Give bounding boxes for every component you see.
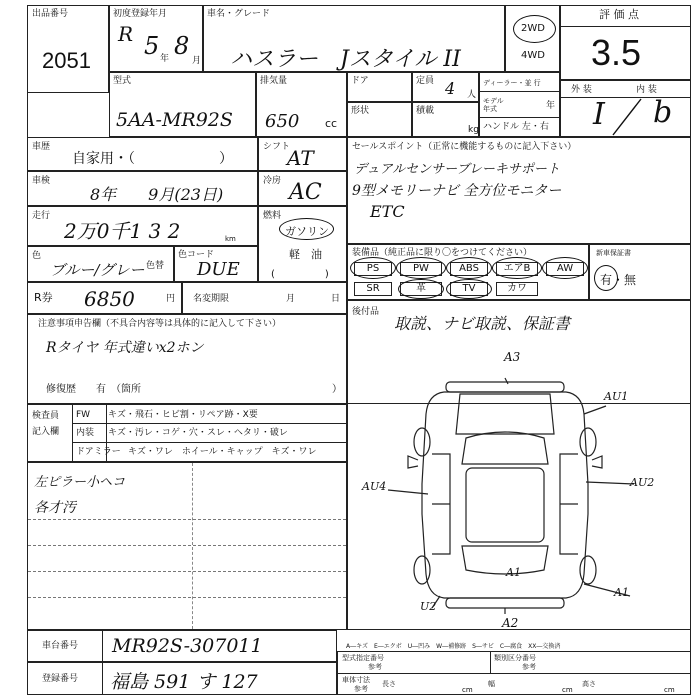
warranty-cell <box>589 244 691 300</box>
equip-aw-circle <box>542 257 588 279</box>
model-grade: ハスラー Jスタイル II <box>230 47 461 72</box>
fuel-gasoline-circle <box>279 218 334 240</box>
color-label: 色 <box>32 251 42 261</box>
recycle-cell <box>27 282 182 314</box>
score-cell <box>560 5 691 80</box>
inspection-cell <box>27 171 258 206</box>
equip-ps: PS <box>354 262 392 276</box>
sales-point-cell <box>347 137 691 244</box>
inspector-cell <box>27 404 347 462</box>
first-reg-year: 5 <box>144 32 160 60</box>
equip-sr: SR <box>354 282 392 296</box>
registration-label: 登録番号 <box>42 674 79 684</box>
recycle-label: R券 <box>34 291 53 304</box>
repair-history-close: ） <box>332 384 342 395</box>
doors-cell <box>347 72 412 102</box>
name-change-cell <box>182 282 347 314</box>
chassis-cell <box>27 630 337 662</box>
lot-number-label: 出品番号 <box>32 9 69 19</box>
size-height-cm: cm <box>664 686 675 694</box>
mark-au4: AU4 <box>362 480 387 493</box>
color-code-cell <box>174 246 258 282</box>
first-reg-month: 8 <box>174 32 190 60</box>
equip-tv: TV <box>450 282 488 296</box>
mark-au1: AU1 <box>604 390 629 403</box>
notes-label: 注意事項申告欄（不具合内容等は具体的に記入して下さい） <box>38 319 282 329</box>
fuel-label: 燃料 <box>263 211 282 221</box>
mark-u2: U2 <box>420 600 437 613</box>
color-code-value: DUE <box>197 259 240 280</box>
aftermarket-value: 取説、ナビ取説、保証書 <box>394 314 571 333</box>
type-cell <box>109 72 256 137</box>
fuel-cell <box>258 206 347 282</box>
color-code-label: 色コード <box>178 250 215 260</box>
inspector-row-interior-key: 内装 <box>76 428 95 438</box>
model-grade-label: 車名・グレード <box>207 9 271 19</box>
first-reg-cell <box>109 5 203 72</box>
load-cell <box>412 102 479 137</box>
mark-a3: A3 <box>504 350 521 364</box>
first-reg-label: 初度登録年月 <box>113 9 168 19</box>
ac-label: 冷房 <box>263 176 282 186</box>
sales-point-line3: ETC <box>370 202 405 221</box>
damage-diagram-cell <box>347 350 691 630</box>
equip-ps-circle <box>350 257 396 279</box>
interior-label: 内 装 <box>636 85 657 95</box>
inspector-row-mirror-key: ドアミラー <box>76 447 121 457</box>
equipment-cell <box>347 244 589 300</box>
inspector-row-mirror: キズ・ワレ ホイール・キャップ キズ・ワレ <box>128 447 317 457</box>
capacity-unit: 人 <box>467 90 477 100</box>
inspector-note-1: 左ピラー小ヘコ <box>34 475 126 490</box>
model-year-unit: 年 <box>546 101 556 111</box>
spec-cell <box>337 651 691 695</box>
shape-label: 形状 <box>351 106 370 116</box>
inspector-note-2: 各才汚 <box>34 500 76 516</box>
warranty-value: 有・無 <box>600 273 637 287</box>
dealer-label: ディーラー・並 行 <box>483 79 541 87</box>
first-reg-era: R <box>118 22 134 46</box>
inspector-notes-cell <box>27 462 347 630</box>
capacity-label: 定員 <box>416 76 435 86</box>
capacity-value: 4 <box>445 79 456 98</box>
first-reg-month-unit: 月 <box>192 56 202 66</box>
inspector-row-interior: キズ・汚レ・コゲ・穴・スレ・ヘタリ・破レ <box>108 428 288 438</box>
mileage-label: 走行 <box>32 211 51 221</box>
fuel-paren: ( ) <box>271 269 329 280</box>
equip-kawa: カワ <box>496 282 538 296</box>
size-ref: 参考 <box>354 685 368 693</box>
exterior-interior-cell <box>560 80 691 137</box>
lot-number-cell <box>27 5 109 93</box>
name-change-day-unit: 日 <box>331 294 341 304</box>
aftermarket-label: 後付品 <box>352 307 380 317</box>
spec-ref-1: 参考 <box>368 663 382 671</box>
color-cell <box>27 246 174 282</box>
usage-value: 自家用・（ ） <box>72 151 233 167</box>
drive-2wd-circle <box>513 15 556 43</box>
score-label: 評 価 点 <box>599 8 639 21</box>
model-grade-cell <box>203 5 505 72</box>
repaint-label: 色替 <box>146 261 165 271</box>
size-length-cm: cm <box>462 686 473 694</box>
equip-aw: AW <box>546 262 584 276</box>
recycle-value: 6850 <box>84 287 135 311</box>
sales-point-line1: デュアルセンサーブレーキサポート <box>354 162 560 177</box>
equip-leather-circle <box>398 279 444 299</box>
inspector-label-1: 検査員 <box>32 411 60 421</box>
load-label: 積載 <box>416 106 435 116</box>
size-label: 車体寸法 <box>342 676 370 684</box>
shift-label: シフト <box>263 142 291 152</box>
spec-label-2: 類別区分番号 <box>494 654 536 662</box>
spec-ref-2: 参考 <box>522 663 536 671</box>
chassis-label: 車台番号 <box>42 641 79 651</box>
exterior-label: 外 装 <box>571 85 592 95</box>
inspection-label: 車検 <box>32 176 51 186</box>
interior-grade: b <box>653 95 673 130</box>
inspector-row-fw-key: FW <box>76 410 91 420</box>
inspector-label-2: 記入欄 <box>32 427 60 437</box>
handle-label: ハンドル 左・右 <box>483 122 549 132</box>
mark-a1-front: A1 <box>506 566 521 579</box>
registration-cell <box>27 662 337 695</box>
first-reg-year-unit: 年 <box>160 54 170 64</box>
displacement-cell <box>256 72 347 137</box>
name-change-label: 名変期限 <box>193 294 230 304</box>
damage-legend: A―キズ E―エクボ U―凹み W―補修跡 S―サビ C―腐食 XX―交換済 <box>346 643 561 650</box>
name-change-month-unit: 月 <box>286 294 296 304</box>
inspection-value: 8年 9月(23日) <box>90 185 224 204</box>
displacement-label: 排気量 <box>260 76 288 86</box>
exterior-grade: I <box>593 97 605 132</box>
equip-airbag: エアB <box>496 262 538 276</box>
usage-label: 車歴 <box>32 142 51 152</box>
chassis-value: MR92S-307011 <box>112 635 263 657</box>
size-width: 幅 <box>488 680 495 688</box>
notes-cell <box>27 314 347 404</box>
drive-4wd: 4WD <box>521 50 545 61</box>
model-year-label: モデル年式 <box>483 97 504 113</box>
spec-label-1: 型式指定番号 <box>342 654 384 662</box>
yen-unit: 円 <box>166 294 176 304</box>
mileage-cell <box>27 206 258 246</box>
fuel-diesel: 軽 油 <box>289 248 322 261</box>
warranty-label: 新車保証書 <box>596 249 631 257</box>
equip-abs-circle <box>446 257 492 279</box>
score-value: 3.5 <box>591 32 642 73</box>
equip-tv-circle <box>446 279 492 299</box>
equip-pw: PW <box>400 262 442 276</box>
type-label: 型式 <box>113 76 132 86</box>
shift-cell <box>258 137 347 171</box>
mileage-value: 2万0千1 3 2 <box>64 219 181 243</box>
drive-cell <box>505 5 560 72</box>
size-width-cm: cm <box>562 686 573 694</box>
km-unit: km <box>225 235 236 243</box>
kg-unit: kg <box>468 125 479 135</box>
mark-a2: A2 <box>502 616 519 630</box>
dealer-cell <box>479 72 560 137</box>
equipment-label: 装備品（純正品に限り〇をつけてください） <box>352 248 533 258</box>
displacement-value: 650 <box>265 111 300 132</box>
inspector-row-fw: キズ・飛石・ヒビ割・リペア跡・X要 <box>108 410 258 420</box>
notes-value: Rタイヤ 年式違いx2ホン <box>46 340 204 356</box>
car-diagram <box>348 364 690 628</box>
lot-number: 2051 <box>42 48 91 73</box>
equip-pw-circle <box>396 257 446 279</box>
shape-cell <box>347 102 412 137</box>
usage-cell <box>27 137 258 171</box>
registration-value: 福島 591 す 127 <box>110 671 258 693</box>
equip-abs: ABS <box>450 262 488 276</box>
capacity-cell <box>412 72 479 102</box>
ac-value: AC <box>289 180 322 205</box>
drive-2wd: 2WD <box>521 23 545 34</box>
repair-history-label: 修復歴 有 （箇所 <box>46 384 141 395</box>
mark-au2: AU2 <box>630 476 655 489</box>
exterior-interior-slash <box>561 97 690 137</box>
cc-unit: cc <box>325 117 338 130</box>
doors-label: ドア <box>351 76 369 86</box>
sales-point-label: セールスポイント（正常に機能するものに記入下さい） <box>352 142 577 152</box>
size-length: 長さ <box>382 680 396 688</box>
shift-value: AT <box>287 146 314 170</box>
fuel-gasoline: ガソリン <box>285 225 329 238</box>
color-value: ブルー/グレー <box>50 261 145 279</box>
sales-point-line2: 9型メモリーナビ 全方位モニター <box>352 183 562 199</box>
ac-cell <box>258 171 347 206</box>
equip-leather: 革 <box>400 282 442 296</box>
warranty-yes-circle <box>594 265 618 291</box>
mark-a1-rear: A1 <box>614 586 629 599</box>
size-height: 高さ <box>582 680 596 688</box>
type-value: 5AA-MR92S <box>116 109 233 131</box>
equip-airbag-circle <box>492 257 542 279</box>
